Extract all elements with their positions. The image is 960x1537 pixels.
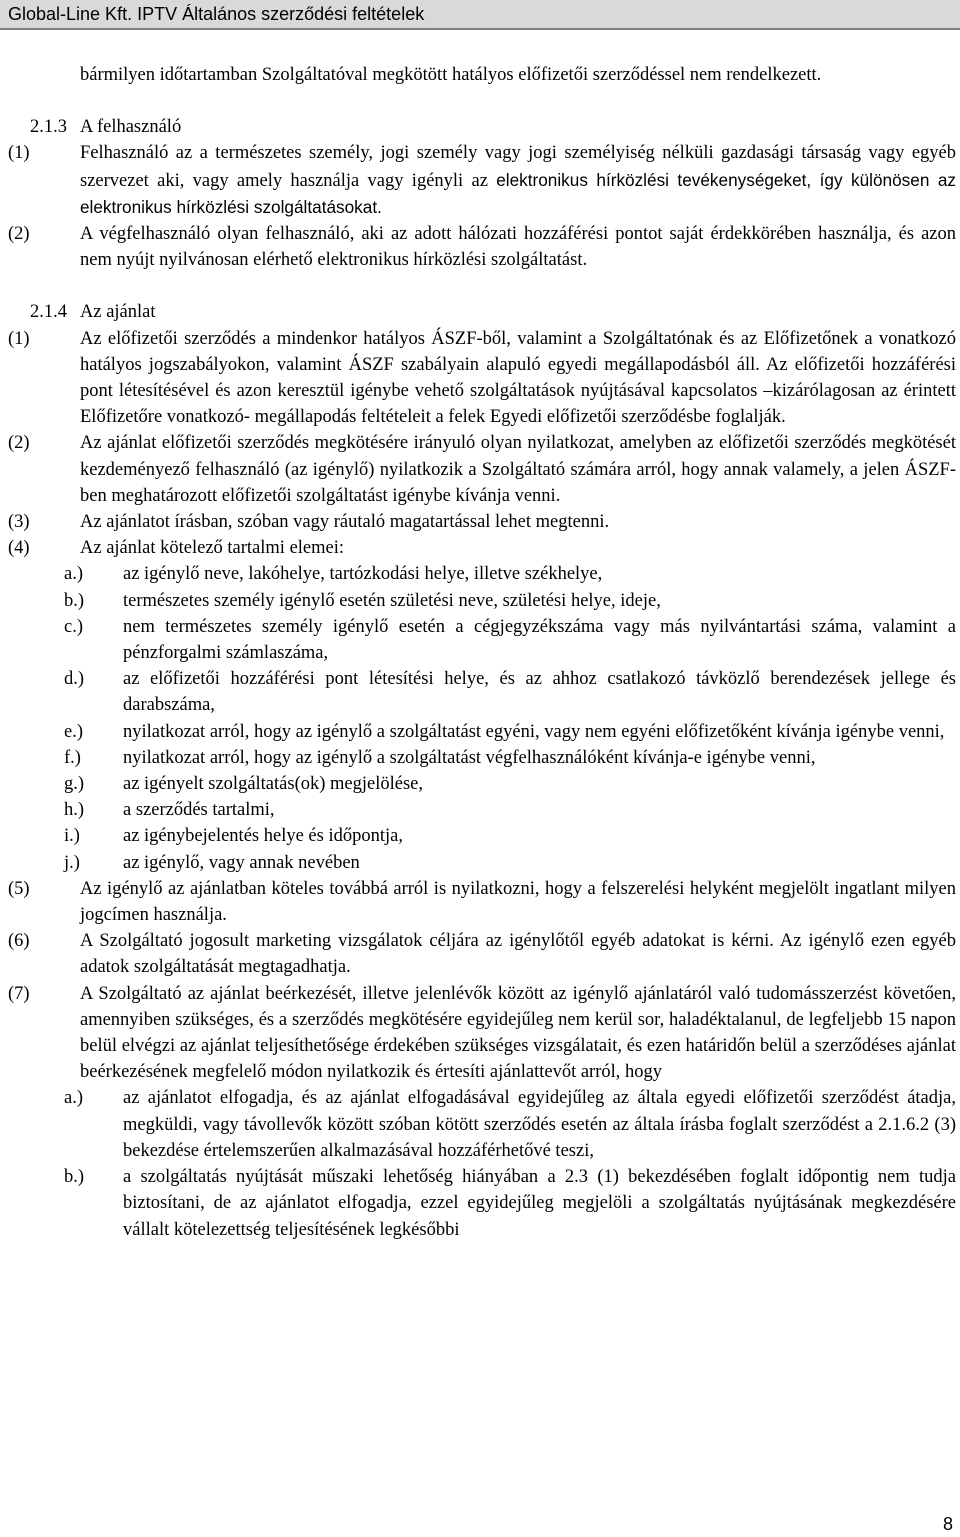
spacer [0, 273, 960, 299]
paragraph-text: Az ajánlatot írásban, szóban vagy ráutaló magatartással lehet megtenni. [80, 512, 610, 533]
list-item-text: az előfizetői hozzáférési pont létesítési helye, és az ahhoz csatlakozó távközlő berendezések jellege és darabszáma, [123, 669, 956, 716]
list-item [64, 1085, 956, 1164]
paragraph-number: (1) [8, 328, 30, 349]
list-item-label: a.) [64, 564, 83, 585]
paragraph-2-1-3-2 [8, 221, 956, 273]
list-item-text: az igénylő, vagy annak nevében [123, 852, 360, 873]
paragraph-number: (5) [8, 878, 30, 899]
paragraph-text: A végfelhasználó olyan felhasználó, aki az adott hálózati hozzáférési pontot saját érdekkörében használja, és azon nem nyújt nyilvánosan elérhető elektronikus hírközlési szolgáltatást. [80, 224, 956, 271]
list-item-label: f.) [64, 747, 81, 768]
list-item-label: i.) [64, 826, 80, 847]
list-item [64, 666, 956, 718]
list-item-text: természetes személy igénylő esetén születési neve, születési helye, ideje, [123, 590, 661, 611]
section-number: 2.1.4 [30, 302, 67, 323]
list-item-label: e.) [64, 721, 83, 742]
paragraph-text-sans: elektronikus hírközlési tevékenységeket, így különösen az elektronikus hírközlési szolgáltatásokat. [80, 169, 956, 217]
list-item-label: g.) [64, 774, 85, 795]
section-number: 2.1.3 [30, 117, 67, 138]
paragraph-text: A Szolgáltató az ajánlat beérkezését, illetve jelenlévők között az igénylő ajánlatáról való tudomásszerzést követően, amennyiben szükséges, és a szerződés megkötésére egyidejűleg nem kerül sor, haladéktalanul, de legfeljebb 15 napon belül elvégzi az ajánlat teljesíthetősége érdekében szükséges vizsgálatait, és ezen határidőn belül a szerződéses ajánlat beérkezésének megfelelő módon nyilatkozik és értesíti ajánlattevőt arról, hogy [80, 983, 956, 1083]
paragraph-2-1-4-6 [8, 928, 956, 980]
paragraph-text: Az igénylő az ajánlatban köteles továbbá arról is nyilatkozni, hogy a felszerelési helyként megjelölt ingatlant milyen jogcímen használja. [80, 878, 956, 926]
list-item-text: a szerződés tartalmi, [123, 800, 275, 821]
paragraph-2-1-4-2 [8, 430, 956, 509]
list-item-text: a szolgáltatás nyújtását műszaki lehetőség hiányában a 2.3 (1) bekezdésében foglalt időpontig nem tudja biztosítani, de az ajánlatot elfogadja, ezzel egyidejűleg megjelöli a szolgáltatás nyújtásának megkezdésére vállalt kötelezettség teljesítésének legkésőbbi [123, 1167, 956, 1240]
paragraph-text: Az ajánlat előfizetői szerződés megkötésére irányuló olyan nyilatkozat, amelyben az előfizetői szerződés megkötését kezdeményező felhasználó (az igénylő) nyilatkozik a Szolgáltató számára arról, hogy annak valamely, a jelen ÁSZF-ben meghatározott előfizetői szolgáltatást igénybe kívánja venni. [80, 433, 956, 506]
paragraph-2-1-4-1 [8, 326, 956, 431]
list-item [64, 797, 956, 823]
spacer [0, 88, 960, 114]
list-item-text: nyilatkozat arról, hogy az igénylő a szolgáltatást végfelhasználóként kívánja-e igénybe venni, [123, 747, 816, 768]
list-item-text: az igénylő neve, lakóhelye, tartózkodási helye, illetve székhelye, [123, 564, 603, 585]
section-heading-2-1-4 [30, 299, 956, 325]
paragraph-text: Az előfizetői szerződés a mindenkor hatályos ÁSZF-ből, valamint a Szolgáltatónak és az Előfizetőnek a vonatkozó hatályos jogszabályokon, valamint ÁSZF szabályain alapuló egyedi megállapodásból áll. Az előfizetői hozzáférési pont létesítésével és azon keresztül igénybe vehető szolgáltatások nyújtásával kapcsolatos –kizárólagosan az érintett Előfizetőre vonatkozó- megállapodás feltételeit a felek Egyedi előfizetői szerződésbe foglalják. [80, 328, 956, 428]
section-title: A felhasználó [80, 117, 182, 138]
list-item [64, 561, 956, 587]
paragraph-number: (1) [8, 143, 30, 164]
section-heading-2-1-3 [30, 114, 956, 140]
paragraph-number: (2) [8, 433, 30, 454]
list-item-text: az ajánlatot elfogadja, és az ajánlat elfogadásával egyidejűleg az általa egyedi előfizetői szerződést átadja, megküldi, vagy távollevők között szóban kötött szerződés esetén az általa írásba foglalt szerződést a 2.1.6.2 (3) bekezdése értelemszerűen alkalmazásával hozzáférhetővé teszi, [123, 1088, 956, 1161]
section-title: Az ajánlat [80, 302, 156, 323]
paragraph-number: (7) [8, 983, 30, 1004]
list-item-label: j.) [64, 852, 80, 873]
page-number: 8 [943, 1514, 954, 1534]
paragraph-number: (3) [8, 512, 30, 533]
list-item [64, 745, 956, 771]
paragraph-2-1-4-5 [8, 876, 956, 928]
list-item-label: d.) [64, 669, 85, 690]
list-item-text: nem természetes személy igénylő esetén a cégjegyzékszáma vagy más nyilvántartási száma, valamint a pénzforgalmi számlaszáma, [123, 616, 956, 664]
paragraph-2-1-4-3 [8, 509, 956, 535]
list-item [64, 771, 956, 797]
list-item [64, 1164, 956, 1243]
list-item [64, 850, 956, 876]
list-item [64, 588, 956, 614]
list-item-text: nyilatkozat arról, hogy az igénylő a szolgáltatást egyéni, vagy nem egyéni előfizetőként kívánja igénybe venni, [123, 721, 945, 742]
list-item [64, 614, 956, 666]
paragraph-number: (6) [8, 931, 30, 952]
intro-paragraph: bármilyen időtartamban Szolgáltatóval megkötött hatályos előfizetői szerződéssel nem rendelkezett. [80, 65, 822, 85]
paragraph-2-1-4-4 [8, 535, 956, 561]
list-item-label: c.) [64, 616, 83, 637]
document-body [0, 62, 960, 1243]
list-item-label: b.) [64, 1167, 85, 1188]
list-item-label: h.) [64, 800, 85, 821]
paragraph-text: Az ajánlat kötelező tartalmi elemei: [80, 538, 345, 559]
paragraph-number: (4) [8, 538, 30, 559]
list-item [64, 719, 956, 745]
list-item-text: az igénybejelentés helye és időpontja, [123, 826, 403, 847]
paragraph-number: (2) [8, 224, 30, 244]
list-item-text: az igényelt szolgáltatás(ok) megjelölése, [123, 774, 423, 795]
paragraph-2-1-3-1 [8, 140, 956, 221]
list-item [64, 823, 956, 849]
header-title: Global-Line Kft. IPTV Általános szerződési feltételek [8, 4, 425, 24]
list-item-label: a.) [64, 1088, 83, 1109]
document-header [0, 0, 960, 30]
list-item-label: b.) [64, 590, 85, 611]
paragraph-text: A Szolgáltató jogosult marketing vizsgálatok céljára az igénylőtől egyéb adatokat is kérni. Az igénylő ezen egyéb adatok szolgáltatását megtagadhatja. [80, 931, 956, 978]
paragraph-text: Felhasználó az a természetes személy, jogi személy vagy jogi személyiség nélküli gazdasági társaság vagy egyéb szervezet aki, vagy amely használja vagy igényli az [80, 143, 956, 191]
paragraph-2-1-4-7 [8, 981, 956, 1086]
